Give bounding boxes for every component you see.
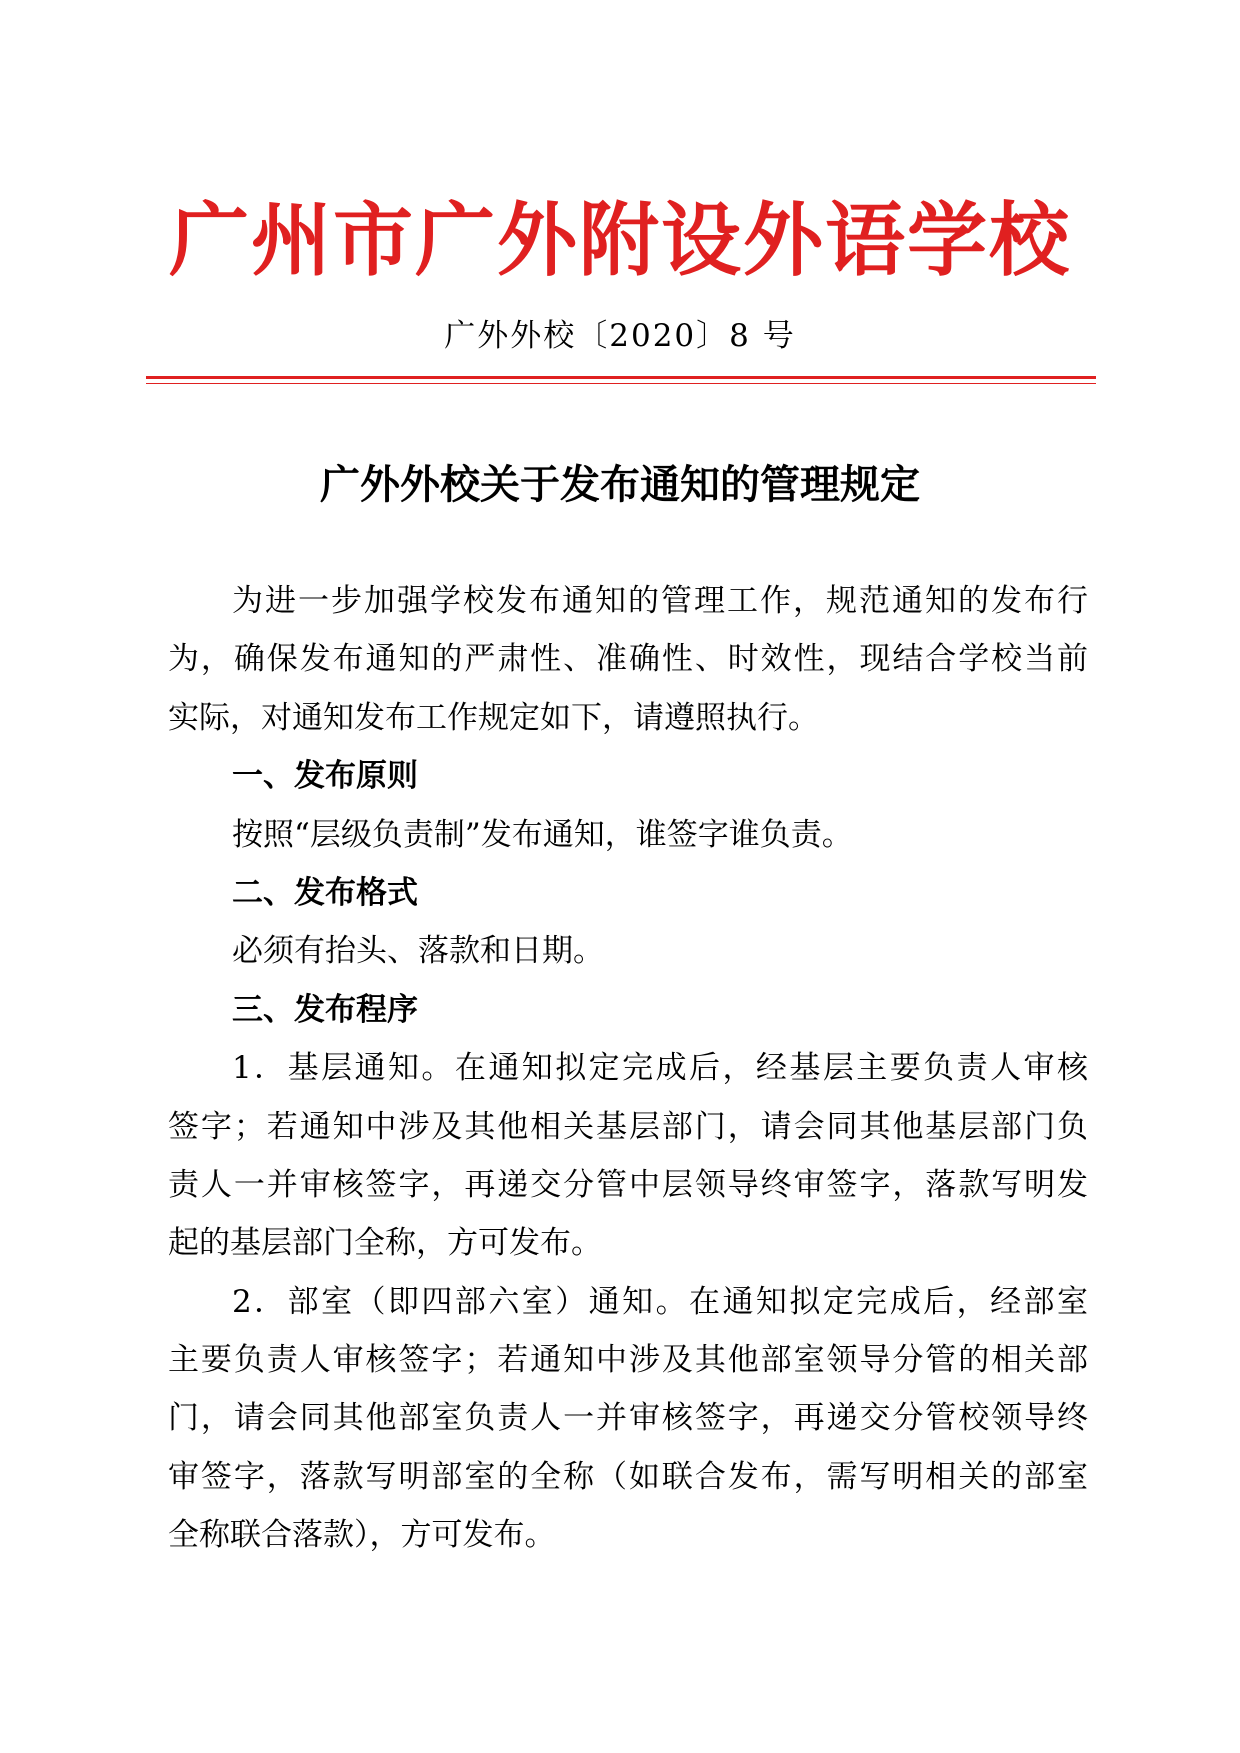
letterhead-org-name: 广州市广外附设外语学校 bbox=[169, 193, 1071, 287]
body-line: 为进一步加强学校发布通知的管理工作，规范通知的发布行 bbox=[232, 583, 1088, 619]
body-line: 门，请会同其他部室负责人一并审核签字，再递交分管校领导终 bbox=[168, 1400, 1088, 1437]
body-line: 2．部室（即四部六室）通知。在通知拟定完成后，经部室 bbox=[232, 1283, 1088, 1320]
body-line: 签字；若通知中涉及其他相关基层部门，请会同其他基层部门负 bbox=[168, 1108, 1088, 1145]
letterhead-red-rule-thin bbox=[146, 383, 1096, 384]
document-title: 广外外校关于发布通知的管理规定 bbox=[320, 462, 920, 508]
body-line: 审签字，落款写明部室的全称（如联合发布，需写明相关的部室 bbox=[168, 1458, 1088, 1495]
body-line: 全称联合落款），方可发布。 bbox=[168, 1517, 556, 1554]
section-heading: 三、发布程序 bbox=[232, 991, 418, 1028]
body-line: 按照“层级负责制”发布通知，谁签字谁负责。 bbox=[232, 816, 853, 853]
body-line: 实际，对通知发布工作规定如下，请遵照执行。 bbox=[168, 699, 819, 736]
body-line: 1．基层通知。在通知拟定完成后，经基层主要负责人审核 bbox=[232, 1050, 1088, 1087]
section-heading: 一、发布原则 bbox=[232, 758, 418, 795]
document-number: 广外外校〔2020〕8 号 bbox=[444, 318, 796, 354]
body-line: 主要负责人审核签字；若通知中涉及其他部室领导分管的相关部 bbox=[168, 1342, 1088, 1379]
section-heading: 二、发布格式 bbox=[232, 874, 418, 911]
letterhead-red-rule-thick bbox=[146, 376, 1096, 379]
body-line: 为，确保发布通知的严肃性、准确性、时效性，现结合学校当前 bbox=[168, 641, 1088, 678]
body-line: 责人一并审核签字，再递交分管中层领导终审签字，落款写明发 bbox=[168, 1166, 1088, 1203]
document-body bbox=[168, 572, 1088, 1565]
body-line: 起的基层部门全称，方可发布。 bbox=[168, 1225, 602, 1262]
body-line: 必须有抬头、落款和日期。 bbox=[232, 933, 604, 970]
